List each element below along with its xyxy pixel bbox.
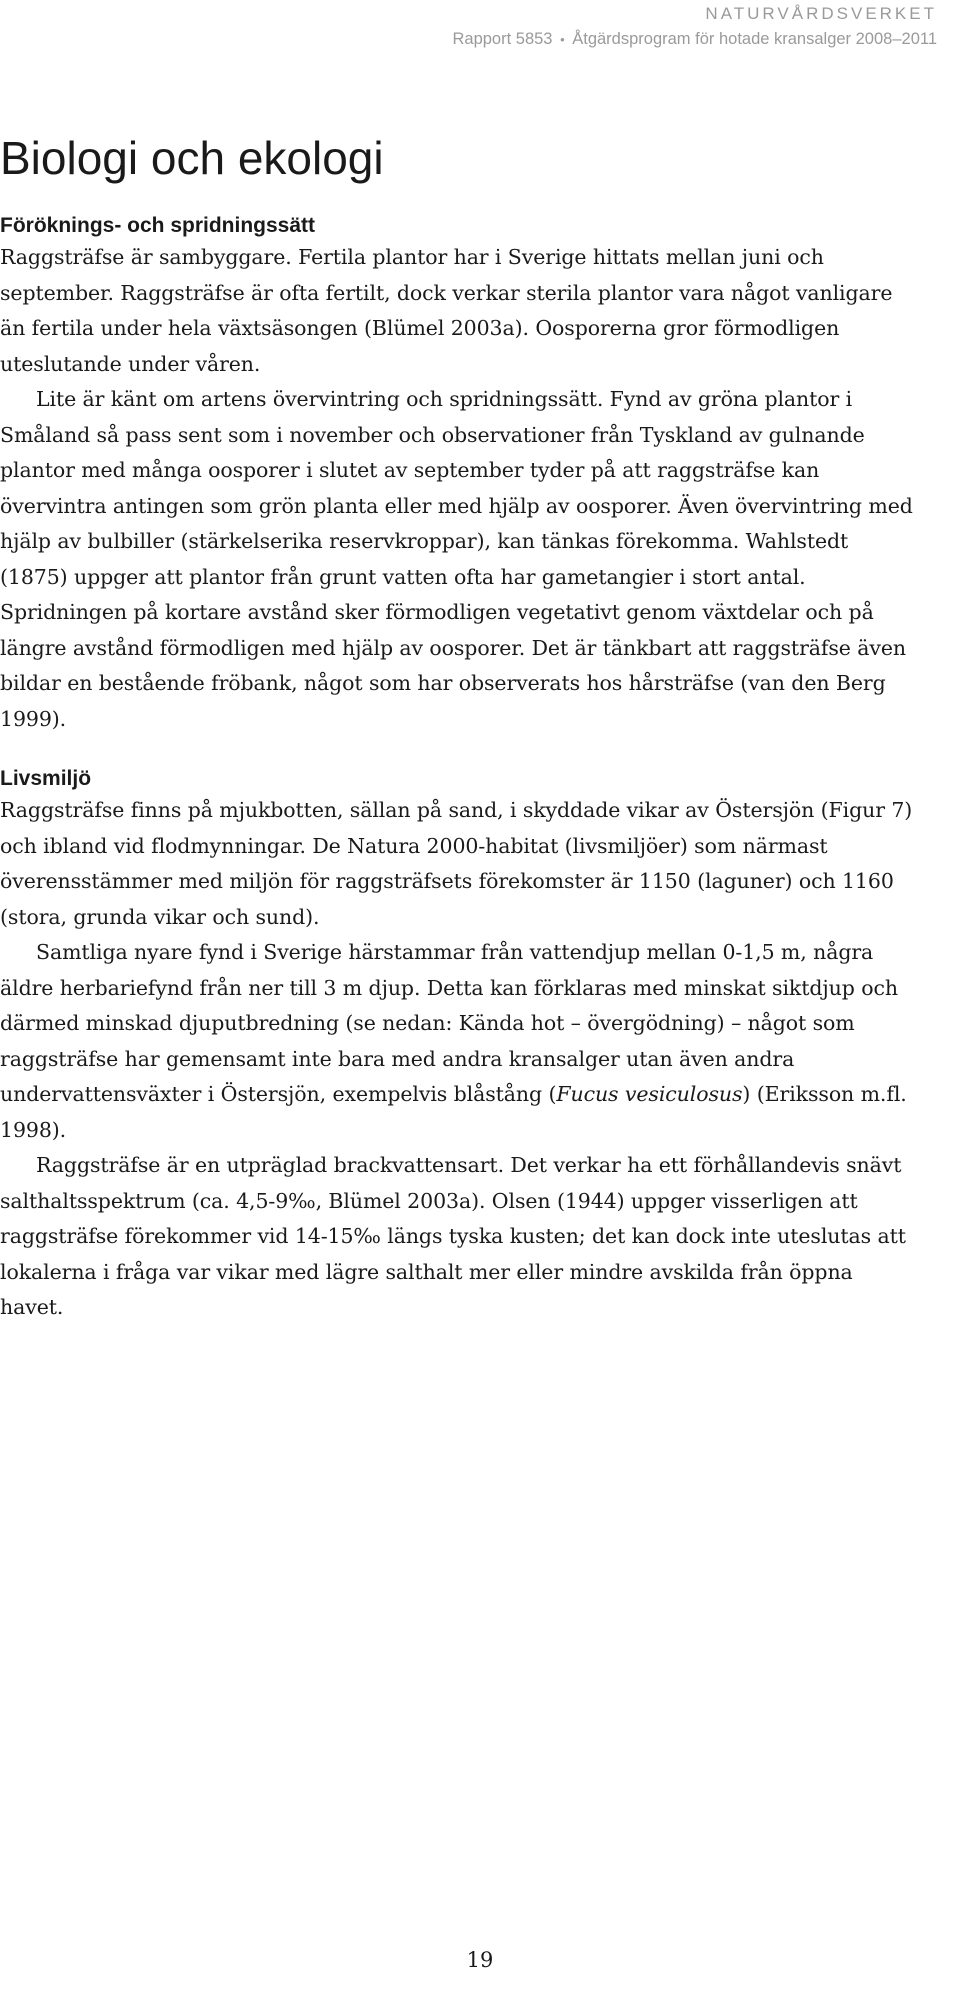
page-number: 19 xyxy=(466,1948,494,1972)
paragraph-text: ) (Eriksson m.fl. 1998). xyxy=(0,1082,907,1142)
report-title: Åtgärdsprogram för hotade kransalger 2008–2011 xyxy=(572,30,937,48)
section-heading-habitat: Livsmiljö xyxy=(0,767,92,790)
page-content xyxy=(0,128,920,1326)
agency-name: NATURVÅRDSVERKET xyxy=(705,4,937,23)
report-line xyxy=(452,26,937,53)
paragraph: Raggsträfse är sambyggare. Fertila plantor har i Sverige hittats mellan juni och september. Raggsträfse är ofta fertilt, dock verkar sterila plantor vara något vanligare än fertila under hela växtsäsongen (Blümel 2003a). Oosporerna gror förmodligen uteslutande under våren. xyxy=(0,245,893,376)
paragraph-text: Samtliga nyare fynd i Sverige härstammar från vattendjup mellan 0-1,5 m, några äldre herbariefynd från ner till 3 m djup. Detta kan förklaras med minskat siktdjup och därmed minskad djuputbredning (se nedan: Kända hot – övergödning) – något som raggsträfse har gemensamt inte bara med andra kransalger utan även andra undervattensväxter i Östersjön, exempelvis blåstång ( xyxy=(0,940,898,1106)
paragraph xyxy=(0,935,920,1148)
paragraph: Lite är känt om artens övervintring och spridningssätt. Fynd av gröna plantor i Småland så pass sent som i november och observationer från Tyskland av gulnande plantor med många oosporer i slutet av september tyder på att raggsträfse kan övervintra antingen som grön planta eller med hjälp av oosporer. Även övervintring med hjälp av bulbiller (stärkelserika reservkroppar), kan tänkas förekomma. Wahlstedt (1875) uppger att plantor från grunt vatten ofta har gametangier i stort antal. Spridningen på kortare avstånd sker förmodligen vegetativt genom växtdelar och på längre avstånd förmodligen med hjälp av oosporer. Det är tänkbart att raggsträfse även bildar en bestående fröbank, något som har observerats hos hårsträfse (van den Berg 1999). xyxy=(0,387,913,731)
report-id: Rapport 5853 xyxy=(452,30,553,48)
chapter-title: Biologi och ekologi xyxy=(0,132,384,184)
species-name: Fucus vesiculosus xyxy=(556,1082,743,1106)
paragraph: Raggsträfse finns på mjukbotten, sällan på sand, i skyddade vikar av Östersjön (Figur 7) och ibland vid flodmynningar. De Natura 2000-habitat (livsmiljöer) som närmast överensstämmer med miljön för raggsträfsets förekomster är 1150 (laguner) och 1160 (stora, grunda vikar och sund). xyxy=(0,798,913,929)
page-header xyxy=(452,2,937,53)
section-heading-reproduction: Föröknings- och spridningssätt xyxy=(0,214,316,237)
paragraph: Raggsträfse är en utpräglad brackvattensart. Det verkar ha ett förhållandevis snävt salthaltsspektrum (ca. 4,5-9‰, Blümel 2003a). Olsen (1944) uppger visserligen att raggsträfse förekommer vid 14-15‰ längs tyska kusten; det kan dock inte uteslutas att lokalerna i fråga var vikar med lägre salthalt mer eller mindre avskilda från öppna havet. xyxy=(0,1153,906,1319)
bullet-separator: • xyxy=(560,32,565,47)
